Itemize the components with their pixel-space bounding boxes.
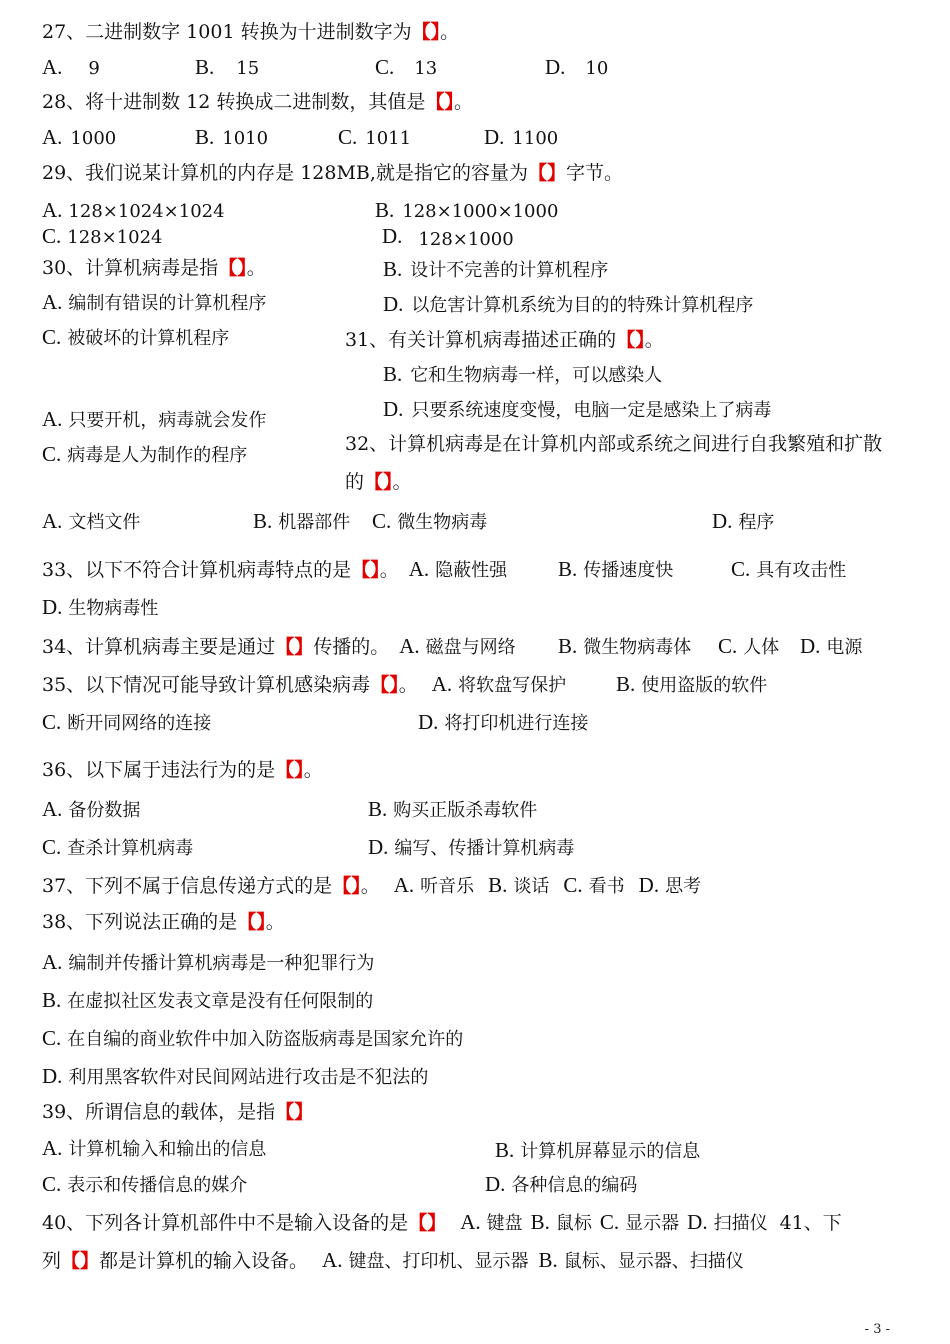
q41-stem-text: 41、下 (779, 1212, 842, 1234)
q32-option-d (712, 511, 774, 532)
answer-bracket: 【】 (425, 91, 454, 113)
option-text: 隐蔽性强 (435, 560, 508, 581)
q33-stem-end: 。 (379, 559, 399, 581)
answer-bracket: 【】 (61, 1250, 100, 1272)
q38-option-b (42, 990, 373, 1011)
option-text: 谈话 (513, 876, 550, 897)
q36-option-b (368, 799, 537, 820)
option-text: 计算机输入和输出的信息 (68, 1139, 267, 1160)
q39-stem (42, 1103, 313, 1122)
option-letter: A. (42, 198, 63, 222)
q29-option-a (42, 200, 225, 221)
q37-stem-text: 37、下列不属于信息传递方式的是 (42, 875, 333, 897)
option-text: 编制有错误的计算机程序 (68, 293, 267, 314)
option-text: 计算机屏幕显示的信息 (520, 1141, 701, 1162)
option-letter: B. (253, 509, 273, 533)
option-letter: B. (195, 55, 215, 79)
option-letter: A. (42, 509, 63, 533)
option-letter: B. (383, 257, 403, 281)
option-text: 10 (585, 58, 609, 79)
option-text: 13 (414, 58, 438, 79)
q28-option-a (42, 127, 116, 148)
option-text: 听音乐 (420, 876, 475, 897)
option-letter: A. (408, 557, 430, 581)
q38-option-c (42, 1028, 463, 1049)
option-text: 思考 (665, 876, 702, 897)
q29-stem-end: 字节。 (565, 162, 623, 184)
q39-option-b (495, 1140, 700, 1161)
option-text: 表示和传播信息的媒介 (67, 1175, 248, 1196)
option-text: 128×1024×1024 (68, 201, 225, 222)
q36-stem-text: 36、以下属于违法行为的是 (42, 759, 276, 781)
option-letter: D. (382, 224, 403, 248)
answer-bracket: 【】 (616, 329, 645, 351)
answer-bracket: 【】 (332, 875, 361, 897)
option-letter: C. (338, 125, 358, 149)
option-text: 1011 (365, 128, 412, 149)
q28-option-b (195, 127, 268, 148)
option-text: 鼠标、显示器、扫描仪 (563, 1251, 744, 1272)
q35-stem-end: 。 (398, 674, 418, 696)
q38-stem (42, 913, 285, 932)
q32-stem-line2 (345, 473, 412, 492)
option-text: 编写、传播计算机病毒 (394, 838, 575, 859)
option-letter: A. (42, 407, 63, 431)
answer-bracket: 【】 (237, 911, 266, 933)
answer-bracket: 【】 (351, 559, 380, 581)
option-letter: C. (42, 325, 62, 349)
q28-stem-end: 。 (453, 91, 473, 113)
option-letter: B. (616, 672, 636, 696)
option-letter: C. (42, 1026, 62, 1050)
q36-option-c (42, 837, 193, 858)
option-text: 鼠标 (555, 1213, 592, 1234)
answer-bracket: 【】 (408, 1212, 447, 1234)
option-letter: C. (718, 634, 738, 658)
option-letter: C. (42, 224, 62, 248)
q33-option-c (731, 559, 846, 580)
option-text: 微生物病毒 (397, 512, 488, 533)
q37-stem (42, 875, 701, 896)
option-letter: C. (42, 835, 62, 859)
option-text: 它和生物病毒一样，可以感染人 (410, 365, 663, 386)
q27-stem-end: 。 (440, 21, 460, 43)
option-text: 磁盘与网络 (425, 637, 516, 658)
answer-bracket: 【】 (364, 471, 393, 493)
q30-option-a (42, 292, 266, 313)
q41-stem-cont: 列 (42, 1250, 62, 1272)
option-letter: B. (368, 797, 388, 821)
option-letter: B. (375, 198, 395, 222)
option-letter: A. (42, 950, 63, 974)
option-text: 传播速度快 (583, 560, 674, 581)
option-text: 在虚拟社区发表文章是没有任何限制的 (67, 991, 374, 1012)
q38-option-a (42, 952, 374, 973)
q32-option-b (253, 511, 350, 532)
q35-option-c (42, 712, 211, 733)
q30-option-b (383, 259, 608, 280)
option-letter: D. (42, 1064, 63, 1088)
q30-stem-end: 。 (246, 257, 266, 279)
q27-option-c (375, 57, 437, 78)
q35-option-d (418, 712, 588, 733)
q30-stem (42, 259, 266, 278)
q27-stem (42, 23, 459, 42)
option-text: 具有攻击性 (756, 560, 847, 581)
option-text: 显示器 (625, 1213, 680, 1234)
answer-bracket: 【】 (527, 162, 566, 184)
q37-stem-end: 。 (360, 875, 380, 897)
option-letter: D. (638, 873, 660, 897)
option-text: 病毒是人为制作的程序 (67, 445, 248, 466)
q29-option-c (42, 226, 163, 247)
q27-stem-text: 27、二进制数字 1001 转换为十进制数字为 (42, 21, 412, 43)
answer-bracket: 【】 (218, 257, 247, 279)
option-text: 人体 (743, 637, 780, 658)
option-letter: A. (460, 1210, 481, 1234)
q34-option-c (718, 636, 779, 657)
option-letter: A. (42, 290, 63, 314)
option-letter: C. (375, 55, 395, 79)
q32-option-a (42, 511, 140, 532)
q32-stem-end: 。 (392, 471, 412, 493)
q36-option-a (42, 799, 140, 820)
option-letter: B. (488, 873, 508, 897)
q36-option-d (368, 837, 574, 858)
q34-stem-text: 34、计算机病毒主要是通过 (42, 636, 276, 658)
q28-option-d (484, 127, 558, 148)
option-text: 编制并传播计算机病毒是一种犯罪行为 (68, 953, 375, 974)
option-letter: B. (538, 1248, 558, 1272)
option-text: 程序 (738, 512, 775, 533)
q39-option-c (42, 1174, 247, 1195)
option-letter: B. (195, 125, 215, 149)
option-text: 查杀计算机病毒 (67, 838, 194, 859)
option-letter: C. (42, 442, 62, 466)
q34-stem-end: 传播的。 (313, 636, 390, 658)
q31-option-d (383, 399, 771, 420)
option-text: 只要开机，病毒就会发作 (68, 410, 267, 431)
q29-stem (42, 164, 623, 183)
q31-option-b (383, 364, 662, 385)
option-text: 微生物病毒体 (583, 637, 692, 658)
option-letter: B. (558, 634, 578, 658)
option-text: 看书 (588, 876, 625, 897)
option-letter: C. (42, 710, 62, 734)
q38-stem-text: 38、下列说法正确的是 (42, 911, 238, 933)
option-letter: D. (485, 1172, 506, 1196)
option-text: 1010 (222, 128, 269, 149)
option-letter: B. (530, 1210, 550, 1234)
option-letter: A. (42, 125, 63, 149)
q40-stem-text: 40、下列各计算机部件中不是输入设备的是 (42, 1212, 409, 1234)
q30-stem-text: 30、计算机病毒是指 (42, 257, 219, 279)
q38-stem-end: 。 (265, 911, 285, 933)
option-letter: C. (372, 509, 392, 533)
option-letter: A. (399, 634, 420, 658)
option-letter: A. (431, 672, 453, 696)
option-letter: C. (563, 873, 583, 897)
q32-option-c (372, 511, 487, 532)
q39-option-d (485, 1174, 637, 1195)
option-letter: D. (368, 835, 389, 859)
option-letter: D. (383, 292, 404, 316)
q32-stem-cont: 的 (345, 471, 365, 493)
option-letter: D. (42, 595, 63, 619)
q27-option-a (42, 57, 100, 78)
q31-option-a (42, 409, 266, 430)
option-text: 15 (236, 58, 260, 79)
q41-stem-end: 都是计算机的输入设备。 (99, 1250, 309, 1272)
option-text: 机器部件 (278, 512, 351, 533)
q32-stem (345, 435, 882, 454)
option-text: 9 (88, 58, 100, 79)
q33-option-b (558, 559, 673, 580)
q31-option-c (42, 444, 247, 465)
q30-option-c (42, 327, 229, 348)
q38-option-d (42, 1066, 428, 1087)
option-letter: C. (42, 1172, 62, 1196)
option-text: 扫描仪 (713, 1213, 768, 1234)
option-letter: C. (731, 557, 751, 581)
q31-stem-text: 31、有关计算机病毒描述正确的 (345, 329, 617, 351)
option-text: 设计不完善的计算机程序 (410, 260, 609, 281)
q41-stem (42, 1250, 744, 1271)
option-text: 128×1000×1000 (402, 201, 559, 222)
page-number: - 3 - (864, 1322, 890, 1337)
option-letter: B. (558, 557, 578, 581)
option-letter: C. (599, 1210, 620, 1234)
option-letter: D. (800, 634, 821, 658)
option-text: 1000 (70, 128, 117, 149)
option-text: 购买正版杀毒软件 (393, 800, 538, 821)
option-letter: D. (383, 397, 404, 421)
option-letter: B. (383, 362, 403, 386)
q33-option-d (42, 597, 158, 618)
option-text: 使用盗版的软件 (641, 675, 768, 696)
q35-stem (42, 674, 566, 695)
q39-stem-text: 39、所谓信息的载体，是指 (42, 1101, 276, 1123)
q28-option-c (338, 127, 411, 148)
q28-stem-text: 28、将十进制数 12 转换成二进制数，其值是 (42, 91, 426, 113)
q33-stem-text: 33、以下不符合计算机病毒特点的是 (42, 559, 352, 581)
option-text: 1100 (512, 128, 559, 149)
q31-stem-end: 。 (644, 329, 664, 351)
option-text: 在自编的商业软件中加入防盗版病毒是国家允许的 (67, 1029, 464, 1050)
q34-stem (42, 636, 516, 657)
option-text: 生物病毒性 (68, 598, 159, 619)
q27-option-b (195, 57, 259, 78)
option-text: 键盘 (486, 1213, 523, 1234)
option-text: 128×1000 (418, 229, 514, 250)
option-text: 只要系统速度变慢，电脑一定是感染上了病毒 (411, 400, 772, 421)
option-letter: A. (42, 797, 63, 821)
q31-stem (345, 331, 664, 350)
answer-bracket: 【】 (370, 674, 399, 696)
option-letter: A. (42, 1136, 63, 1160)
answer-bracket: 【】 (275, 759, 304, 781)
answer-bracket: 【】 (411, 21, 441, 43)
option-text: 将打印机进行连接 (444, 713, 589, 734)
option-letter: A. (393, 873, 415, 897)
option-letter: D. (545, 55, 566, 79)
q30-option-d (383, 294, 753, 315)
option-text: 将软盘写保护 (458, 675, 567, 696)
option-text: 备份数据 (68, 800, 141, 821)
q36-stem (42, 761, 323, 780)
option-letter: B. (42, 988, 62, 1012)
option-text: 128×1024 (67, 227, 163, 248)
q35-option-b (616, 674, 767, 695)
answer-bracket: 【】 (275, 636, 314, 658)
answer-bracket: 【】 (275, 1101, 314, 1123)
option-text: 利用黑客软件对民间网站进行攻击是不犯法的 (68, 1067, 429, 1088)
q32-stem-text: 32、计算机病毒是在计算机内部或系统之间进行自我繁殖和扩散 (345, 433, 883, 455)
option-letter: D. (712, 509, 733, 533)
q34-option-d (800, 636, 862, 657)
q33-stem (42, 559, 507, 580)
q29-option-d (382, 224, 514, 250)
q40-stem (42, 1212, 842, 1233)
q29-stem-text: 29、我们说某计算机的内存是 128MB,就是指它的容量为 (42, 162, 528, 184)
q35-stem-text: 35、以下情况可能导致计算机感染病毒 (42, 674, 371, 696)
q29-option-b (375, 200, 558, 221)
option-letter: D. (687, 1210, 708, 1234)
q34-option-b (558, 636, 691, 657)
option-letter: B. (495, 1138, 515, 1162)
option-text: 各种信息的编码 (511, 1175, 638, 1196)
option-letter: D. (484, 125, 505, 149)
q36-stem-end: 。 (303, 759, 323, 781)
q39-option-a (42, 1138, 266, 1159)
option-text: 断开同网络的连接 (67, 713, 212, 734)
option-text: 被破坏的计算机程序 (67, 328, 230, 349)
option-text: 以危害计算机系统为目的的特殊计算机程序 (411, 295, 754, 316)
option-text: 文档文件 (68, 512, 141, 533)
option-letter: A. (42, 55, 63, 79)
option-text: 电源 (826, 637, 863, 658)
option-letter: A. (322, 1248, 343, 1272)
q28-stem (42, 93, 473, 112)
option-text: 键盘、打印机、显示器 (348, 1251, 529, 1272)
q27-option-d (545, 57, 608, 78)
option-letter: D. (418, 710, 439, 734)
